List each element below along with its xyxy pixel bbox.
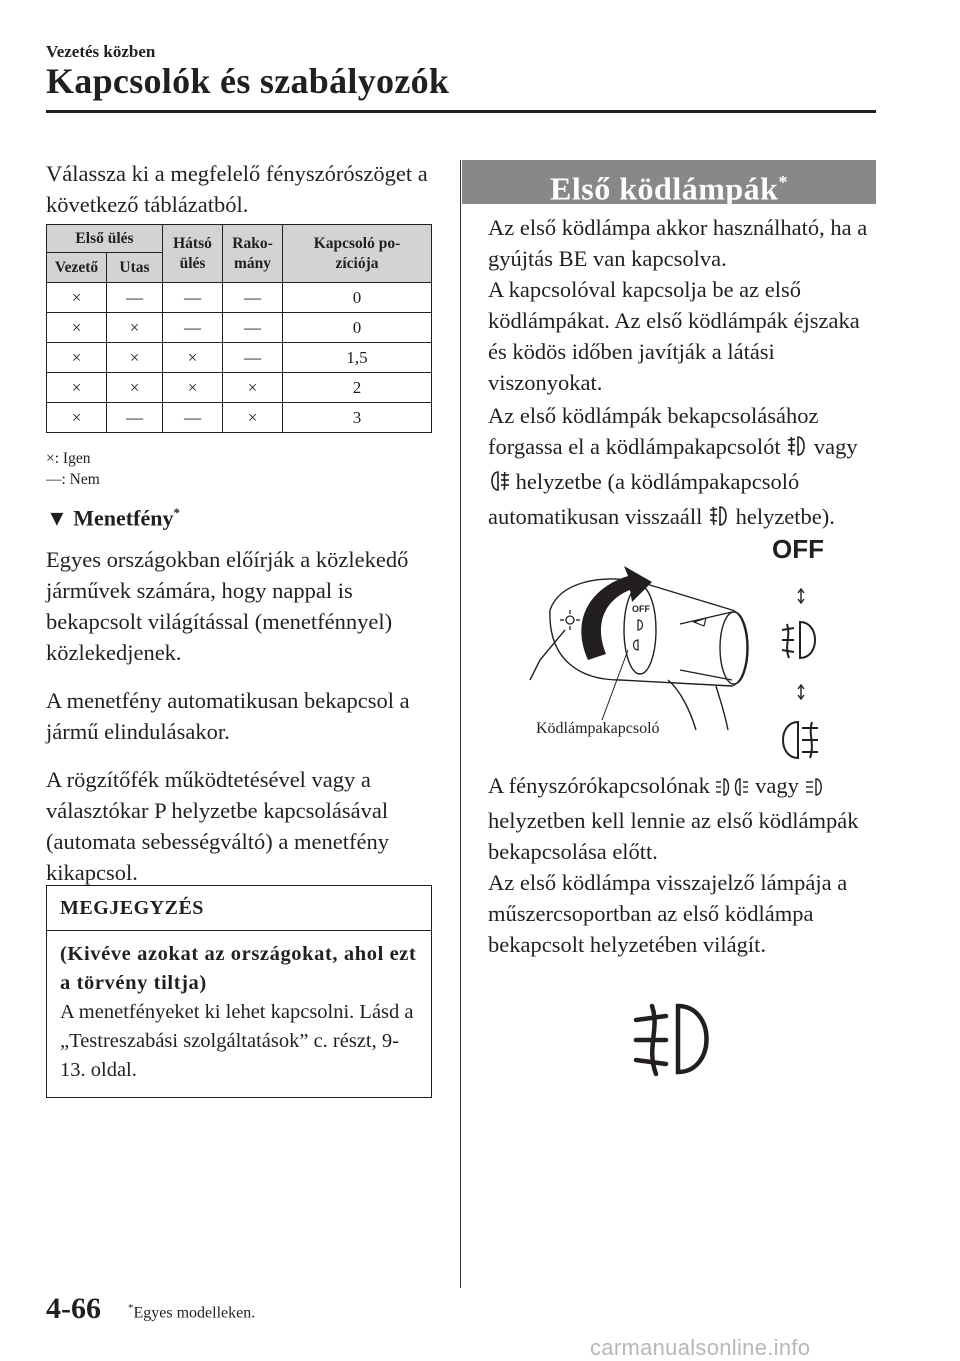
table-row	[47, 403, 432, 433]
header-rear-seat-text: Hátsó ülés	[173, 234, 212, 272]
header-switch-position-text: Kapcsoló po-zíciója	[313, 234, 401, 272]
table-cell: ×	[107, 343, 163, 373]
footnote	[128, 1302, 255, 1322]
table-cell: 3	[283, 403, 432, 433]
section-heading	[462, 160, 876, 207]
fog-text: helyzetbe).	[735, 504, 835, 529]
table-cell: —	[107, 403, 163, 433]
headlight-low-icon	[804, 774, 826, 805]
menetfeny-paragraph: A menetfény automatikusan bekapcsol a jármű elindulásakor.	[46, 688, 410, 744]
fog-switch-callout: Ködlámpakapcsoló	[536, 720, 660, 737]
fog-text: vagy	[755, 773, 799, 798]
menetfeny-heading	[46, 505, 180, 531]
table-row	[47, 343, 432, 373]
menetfeny-body	[46, 544, 446, 905]
table-cell: ×	[163, 343, 223, 373]
table-cell: ×	[47, 283, 107, 313]
table-cell: —	[163, 283, 223, 313]
note-box	[46, 885, 432, 1098]
note-text: A menetfényeket ki lehet kapcsolni. Lásd a „Testreszabási szolgáltatások” c. részt, 9-13. oldal.	[60, 1001, 414, 1081]
fog-text: Az első ködlámpák bekapcsolásához forgassa el a ködlámpakapcsolót	[488, 403, 819, 459]
table-cell: —	[163, 403, 223, 433]
table-cell: ×	[47, 373, 107, 403]
headlight-angle-table	[46, 224, 432, 433]
header-driver: Vezető	[47, 253, 107, 283]
legend-no: —: Nem	[46, 471, 100, 488]
fog-text: helyzetben kell lennie az első ködlámpák bekapcsolása előtt. Az első ködlámpa visszajelző lámpája a műszercsoportban az első ködlámpa bekapcsolt helyzetében világít.	[488, 808, 859, 957]
page-number: 4-66	[46, 1292, 101, 1325]
table-row	[47, 283, 432, 313]
off-label: OFF	[772, 534, 824, 564]
front-fog-icon	[786, 434, 808, 466]
fog-text: vagy	[813, 434, 858, 459]
header-front-seat: Első ülés	[47, 225, 163, 253]
table-legend	[46, 448, 100, 490]
table-cell: ×	[107, 313, 163, 343]
page-title: Kapcsolók és szabályozók	[46, 61, 450, 101]
headlight-high-icon	[715, 774, 749, 805]
menetfeny-paragraph: A rögzítőfék működtetésével vagy a választókar P helyzetbe kapcsolásával (automata sebességváltó) a menetfény kikapcsol.	[46, 767, 389, 885]
fog-text: A fényszórókapcsolónak	[488, 773, 710, 798]
table-cell: ×	[107, 373, 163, 403]
table-cell: 2	[283, 373, 432, 403]
note-condition: (Kivéve azokat az országokat, ahol ezt a törvény tiltja)	[60, 943, 417, 994]
fog-text: helyzetbe (a ködlámpakapcsoló automatikusan visszaáll	[488, 469, 800, 529]
fog-instruction-paragraph	[488, 400, 878, 536]
table-cell: ×	[47, 343, 107, 373]
section-label: Vezetés közben	[46, 42, 156, 61]
table-cell: —	[223, 313, 283, 343]
table-cell: 0	[283, 283, 432, 313]
table-cell: ×	[47, 403, 107, 433]
table-cell: —	[163, 313, 223, 343]
front-fog-indicator-icon	[630, 998, 720, 1085]
header-cargo	[223, 225, 283, 283]
rear-fog-icon	[488, 469, 510, 501]
table-cell: 0	[283, 313, 432, 343]
fog-intro-paragraph: Az első ködlámpa akkor használható, ha a gyújtás BE van kapcsolva. A kapcsolóval kapcsolja be az első ködlámpákat. Az első ködlámpák éjszaka és ködös időben javítják a látási viszonyokat.	[488, 215, 868, 395]
footnote-text: Egyes modelleken.	[133, 1304, 256, 1322]
note-content	[47, 931, 431, 1097]
header-cargo-text: Rako-mány	[232, 234, 273, 272]
table-row	[47, 313, 432, 343]
table-cell: —	[223, 343, 283, 373]
section-heading-text: Első ködlámpák	[550, 170, 779, 207]
table-cell: ×	[223, 373, 283, 403]
column-divider	[460, 160, 461, 1288]
header-passenger: Utas	[107, 253, 163, 283]
menetfeny-paragraph: Egyes országokban előírják a közlekedő járművek számára, hogy nappal is bekapcsolt világítással (menetfénnyel) közlekedjenek.	[46, 547, 409, 665]
legend-yes: ×: Igen	[46, 450, 91, 467]
asterisk-mark: *	[778, 172, 788, 192]
table-row	[47, 373, 432, 403]
table-cell: ×	[223, 403, 283, 433]
table-cell: 1,5	[283, 343, 432, 373]
rear-fog-icon	[783, 722, 818, 758]
table-cell: ×	[47, 313, 107, 343]
asterisk-mark: *	[173, 505, 180, 520]
table-cell: ×	[163, 373, 223, 403]
triangle-bullet-icon: ▼	[46, 505, 68, 531]
header-rear-seat	[163, 225, 223, 283]
intro-paragraph: Válassza ki a megfelelő fényszórószöget a következő táblázatból.	[46, 161, 428, 217]
table-cell: —	[107, 283, 163, 313]
note-title: MEGJEGYZÉS	[47, 886, 431, 931]
footnote-mark: *	[128, 1302, 134, 1314]
table-cell: —	[223, 283, 283, 313]
front-fog-icon	[782, 622, 815, 658]
watermark: carmanualsonline.info	[590, 1335, 811, 1360]
menetfeny-heading-text: Menetfény	[73, 505, 174, 531]
fog-requirement-paragraph	[488, 770, 878, 960]
header-switch-position	[283, 225, 432, 283]
header-rule	[46, 110, 876, 113]
switch-off-mark: OFF	[632, 604, 650, 614]
